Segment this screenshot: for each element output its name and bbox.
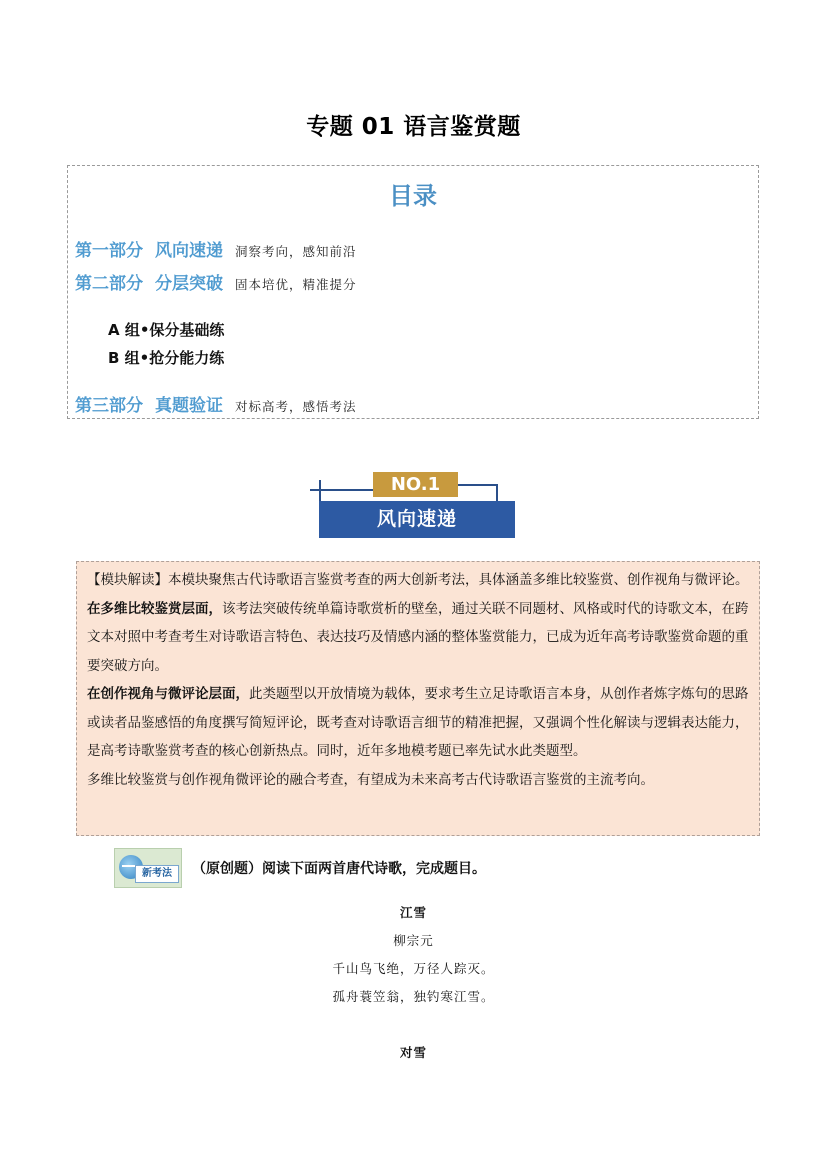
banner-number: NO.1 xyxy=(373,472,458,497)
badge-label: 新考法 xyxy=(135,865,179,883)
toc-part-name: 真题验证 xyxy=(155,396,223,416)
paragraph-lead: 在多维比较鉴赏层面， xyxy=(87,600,222,617)
new-method-badge xyxy=(114,848,182,888)
paragraph-body: 此类题型以开放情境为载体，要求考生立足诗歌语言本身，从创作者炼字炼句的思路或读者品鉴感悟的角度撰写简短评论，既考查对诗歌语言细节的精准把握，又强调个性化解读与逻辑表达能力，是高考诗歌鉴赏考查的核心创新热点。同时，近年多地模考题已率先试水此类题型。 xyxy=(87,686,749,759)
question-header xyxy=(114,848,486,888)
banner-label: 风向速递 xyxy=(319,501,515,538)
page-title: 专题 01 语言鉴赏题 xyxy=(306,114,521,140)
toc-part-name: 风向速递 xyxy=(155,241,223,261)
toc-heading: 目录 xyxy=(389,182,437,210)
toc-part-desc: 对标高考，感悟考法 xyxy=(235,399,357,414)
toc-part-label: 第三部分 xyxy=(75,396,143,416)
toc-item-part1[interactable] xyxy=(75,236,357,261)
toc-sub-item-a[interactable]: A 组•保分基础练 xyxy=(108,321,225,339)
poem-title: 对雪 xyxy=(399,1045,427,1060)
toc-sub-item-b[interactable]: B 组•抢分能力练 xyxy=(108,349,225,367)
paragraph-body: 该考法突破传统单篇诗歌赏析的壁垒，通过关联不同题材、风格或时代的诗歌文本，在跨文本对照中考查考生对诗歌语言特色、表达技巧及情感内涵的整体鉴赏能力，已成为近年高考诗歌鉴赏命题的重要突破方向。 xyxy=(87,600,749,674)
poem-author: 柳宗元 xyxy=(393,933,434,948)
banner-line-drop xyxy=(496,484,498,502)
poem-line: 千山鸟飞绝，万径人踪灭。 xyxy=(332,961,495,976)
banner-line-right xyxy=(458,484,496,486)
section-banner xyxy=(310,470,515,542)
poem-title: 江雪 xyxy=(399,905,427,920)
module-explanation-box xyxy=(76,561,760,836)
toc-part-desc: 洞察考向，感知前沿 xyxy=(235,244,357,259)
toc-part-label: 第二部分 xyxy=(75,274,143,294)
module-paragraph-1 xyxy=(87,595,749,681)
poem-line: 孤舟蓑笠翁，独钓寒江雪。 xyxy=(332,989,495,1004)
toc-item-part2[interactable] xyxy=(75,269,357,294)
toc-part-name: 分层突破 xyxy=(155,274,223,294)
table-of-contents xyxy=(67,165,759,419)
module-intro: 【模块解读】本模块聚焦古代诗歌语言鉴赏考查的两大创新考法，具体涵盖多维比较鉴赏、创作视角与微评论。 xyxy=(87,572,749,588)
module-paragraph-2 xyxy=(87,680,749,766)
paragraph-lead: 在创作视角与微评论层面， xyxy=(87,686,249,702)
question-prompt: （原创题）阅读下面两首唐代诗歌，完成题目。 xyxy=(192,861,486,877)
toc-item-part3[interactable] xyxy=(75,391,357,416)
toc-part-desc: 固本培优，精准提分 xyxy=(235,277,357,292)
toc-part-label: 第一部分 xyxy=(75,241,143,261)
banner-line-tick xyxy=(319,480,321,502)
module-paragraph-3: 多维比较鉴赏与创作视角微评论的融合考查，有望成为未来高考古代诗歌语言鉴赏的主流考向。 xyxy=(87,771,654,788)
